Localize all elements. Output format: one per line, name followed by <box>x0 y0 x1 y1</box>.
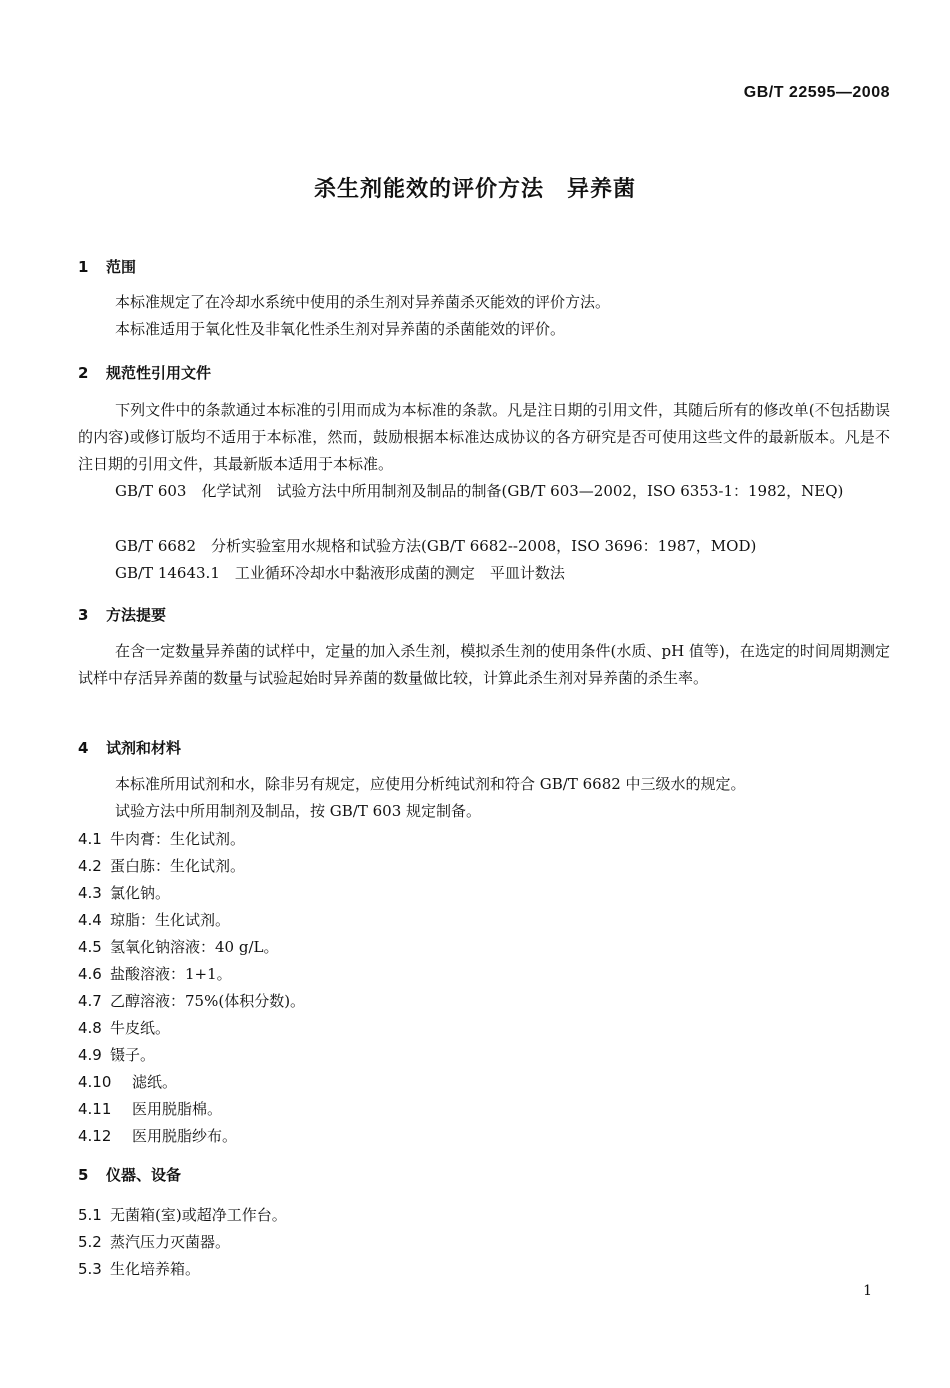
document-title: 杀生剂能效的评价方法 异养菌 <box>313 177 636 202</box>
reference-text: GB/T 603 化学试剂 试验方法中所用制剂及制品的制备(GB/T 603—2002，ISO 6353-1：1982，NEQ) <box>115 482 844 500</box>
item-number: 5.1 <box>78 1206 102 1224</box>
list-item <box>78 963 232 984</box>
list-item <box>78 828 245 849</box>
section-title: 规范性引用文件 <box>106 364 212 382</box>
paragraph-text: 在含一定数量异养菌的试样中，定量的加入杀生剂，模拟杀生剂的使用条件(水质、pH 值等)，在选定的时间周期测定试样中存活异养菌的数量与试验起始时异养菌的数量做比较，计算此杀生剂对异养菌的杀生率。 <box>78 642 890 687</box>
section-number: 4 <box>78 739 89 757</box>
list-item <box>78 1258 200 1279</box>
item-number: 4.10 <box>78 1073 112 1091</box>
item-text: 医用脱脂棉。 <box>132 1100 223 1118</box>
section-number: 3 <box>78 606 89 624</box>
item-text: 牛皮纸。 <box>110 1019 171 1037</box>
item-text: 蛋白胨：生化试剂。 <box>110 857 246 875</box>
item-text: 琼脂：生化试剂。 <box>110 911 231 929</box>
item-text: 蒸汽压力灭菌器。 <box>110 1233 231 1251</box>
page-number: 1 <box>863 1283 872 1299</box>
item-number: 4.8 <box>78 1019 102 1037</box>
item-number: 5.3 <box>78 1260 102 1278</box>
item-text: 滤纸。 <box>132 1073 178 1091</box>
list-item <box>78 855 245 876</box>
item-number: 4.5 <box>78 938 102 956</box>
item-text: 无菌箱(室)或超净工作台。 <box>110 1206 287 1224</box>
item-number: 4.1 <box>78 830 102 848</box>
paragraph-text: 下列文件中的条款通过本标准的引用而成为本标准的条款。凡是注日期的引用文件，其随后所有的修改单(不包括勘误的内容)或修订版均不适用于本标准，然而，鼓励根据本标准达成协议的各方研究是否可使用这些文件的最新版本。凡是不注日期的引用文件，其最新版本适用于本标准。 <box>78 401 890 473</box>
scope-line-1: 本标准规定了在冷却水系统中使用的杀生剂对异养菌杀灭能效的评价方法。 <box>115 293 611 311</box>
scope-line-2: 本标准适用于氧化性及非氧化性杀生剂对异养菌的杀菌能效的评价。 <box>115 320 566 338</box>
item-text: 牛肉膏：生化试剂。 <box>110 830 246 848</box>
list-item <box>78 1044 155 1065</box>
list-item <box>78 990 305 1011</box>
method-summary-paragraph <box>78 638 890 692</box>
list-item <box>78 936 278 957</box>
item-text: 氯化钠。 <box>110 884 171 902</box>
standard-number: GB/T 22595—2008 <box>743 84 890 101</box>
item-number: 4.3 <box>78 884 102 902</box>
section-title: 范围 <box>106 258 137 276</box>
item-number: 4.7 <box>78 992 102 1010</box>
section-title: 仪器、设备 <box>106 1166 182 1184</box>
section-2-heading <box>78 362 211 383</box>
section-number: 2 <box>78 364 89 382</box>
normative-references-paragraph <box>78 397 890 478</box>
section-5-heading <box>78 1164 181 1185</box>
list-item <box>78 1231 230 1252</box>
item-text: 医用脱脂纱布。 <box>132 1127 238 1145</box>
section-1-heading <box>78 256 136 277</box>
item-text: 乙醇溶液：75%(体积分数)。 <box>110 992 306 1010</box>
reference-gbt-14643-1: GB/T 14643.1 工业循环冷却水中黏液形成菌的测定 平皿计数法 <box>115 564 565 582</box>
reference-gbt-603 <box>78 478 890 505</box>
item-number: 4.11 <box>78 1100 112 1118</box>
item-number: 4.12 <box>78 1127 112 1145</box>
list-item <box>78 882 170 903</box>
list-item <box>78 909 230 930</box>
section-title: 方法提要 <box>106 606 167 624</box>
reference-gbt-6682: GB/T 6682 分析实验室用水规格和试验方法(GB/T 6682--2008，ISO 3696：1987，MOD) <box>115 537 757 555</box>
section-number: 1 <box>78 258 89 276</box>
list-item <box>78 1125 237 1146</box>
section-number: 5 <box>78 1166 89 1184</box>
item-text: 盐酸溶液：1+1。 <box>110 965 232 983</box>
reagents-line-2: 试验方法中所用制剂及制品，按 GB/T 603 规定制备。 <box>115 802 482 820</box>
reagents-line-1: 本标准所用试剂和水，除非另有规定，应使用分析纯试剂和符合 GB/T 6682 中三级水的规定。 <box>115 775 746 793</box>
item-text: 镊子。 <box>110 1046 156 1064</box>
item-number: 4.4 <box>78 911 102 929</box>
section-4-heading <box>78 737 181 758</box>
list-item <box>78 1017 170 1038</box>
item-number: 5.2 <box>78 1233 102 1251</box>
list-item <box>78 1098 222 1119</box>
item-number: 4.2 <box>78 857 102 875</box>
item-text: 生化培养箱。 <box>110 1260 201 1278</box>
section-3-heading <box>78 604 166 625</box>
list-item <box>78 1071 177 1092</box>
list-item <box>78 1204 287 1225</box>
item-number: 4.9 <box>78 1046 102 1064</box>
section-title: 试剂和材料 <box>106 739 182 757</box>
item-number: 4.6 <box>78 965 102 983</box>
item-text: 氢氧化钠溶液：40 g/L。 <box>110 938 279 956</box>
